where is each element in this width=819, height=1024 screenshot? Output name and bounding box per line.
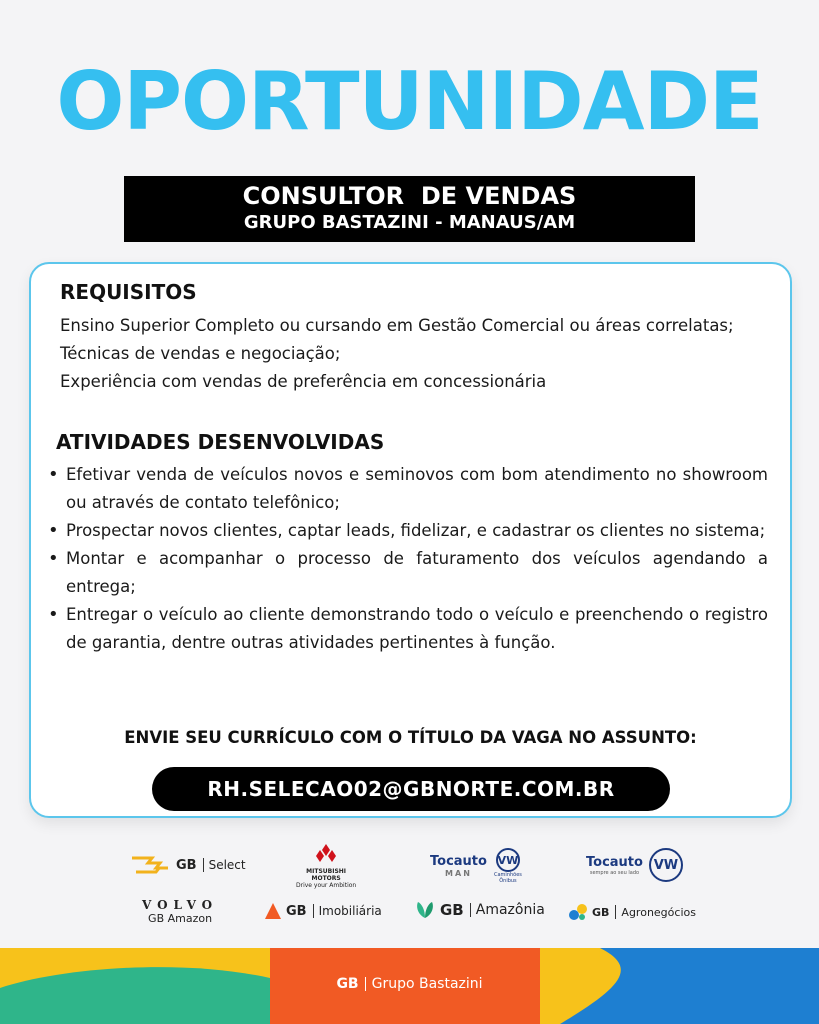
logo-mitsubishi-tagline: Drive your Ambition [296,882,357,889]
logo-name: Amazônia [475,902,545,918]
logo-man-text: MAN [445,869,472,878]
headline: OPORTUNIDADE [56,55,763,148]
vw-icon: VW [649,848,683,882]
logo-gb-text: GB [592,905,610,919]
footer-brand-name: Grupo Bastazini [371,976,483,992]
apply-instruction: ENVIE SEU CURRÍCULO COM O TÍTULO DA VAGA NO ASSUNTO: [124,728,697,747]
footer-gb-text: GB [336,976,359,992]
logo-tocauto-vw [586,848,683,882]
logo-gb-imobiliaria [264,902,382,920]
gb-select-mark-icon [130,854,172,876]
logo-tocauto-man [430,848,523,884]
activity-item: • Efetivar venda de veículos novos e seminovos com bom atendimento no showroom ou através de contato telefônico; [45,461,768,517]
mitsubishi-diamonds-icon [312,844,340,868]
job-title-banner [124,176,695,242]
activities-list [45,461,768,657]
logo-volvo [142,898,218,925]
logo-name: Imobiliária [318,904,382,918]
logo-tocauto-tagline: sempre ao seu lado [589,869,640,876]
logo-gb-amazonia [414,900,545,920]
activity-item: • Montar e acompanhar o processo de faturamento dos veículos agendando a entrega; [45,545,768,601]
agro-dots-icon [568,903,588,921]
activity-item: • Prospectar novos clientes, captar leads, fidelizar, e cadastrar os clientes no sistema; [45,517,768,545]
logo-mitsubishi-name2: MOTORS [311,875,341,882]
activity-item: • Entregar o veículo ao cliente demonstrando todo o veículo e preenchendo o registro de garantia, dentre outras atividades pertinentes à função. [45,601,768,657]
logo-gb-agronegocios [568,903,696,921]
job-details-card [29,262,792,818]
footer-banner [0,948,819,1024]
logo-gb-text: GB [176,857,197,873]
vw-icon: VW [496,848,520,872]
requirements-list [60,312,768,396]
job-title: CONSULTOR DE VENDAS [242,182,577,210]
logo-volvo-name: VOLVO [142,898,219,912]
activities-title: ATIVIDADES DESENVOLVIDAS [56,430,385,454]
logo-name: Select [208,858,246,872]
logo-tocauto-name: Tocauto [586,854,643,870]
requirement-item: Experiência com vendas de preferência em concessionária [60,372,547,391]
logo-volvo-sub: GB Amazon [148,912,213,925]
leaf-icon [414,900,436,920]
footer-brand [0,976,819,992]
triangle-icon [264,902,282,920]
logo-name: Agronegócios [621,905,696,919]
logo-man-sub: Caminhões Ônibus [494,872,522,884]
logo-tocauto-name: Tocauto [430,854,487,869]
brand-logos [0,840,819,940]
email-address[interactable]: RH.SELECAO02@GBNORTE.COM.BR [152,767,670,811]
requirement-item: Ensino Superior Completo ou cursando em Gestão Comercial ou áreas correlatas; [60,316,734,335]
logo-gb-text: GB [286,903,307,919]
logo-gb-text: GB [440,901,464,919]
logo-gb-select [130,854,246,876]
job-subtitle: GRUPO BASTAZINI - MANAUS/AM [243,212,576,233]
logo-mitsubishi [296,844,356,889]
logo-mitsubishi-name: MITSUBISHI [306,868,347,875]
requirement-item: Técnicas de vendas e negociação; [60,344,341,363]
requirements-title: REQUISITOS [60,280,197,304]
